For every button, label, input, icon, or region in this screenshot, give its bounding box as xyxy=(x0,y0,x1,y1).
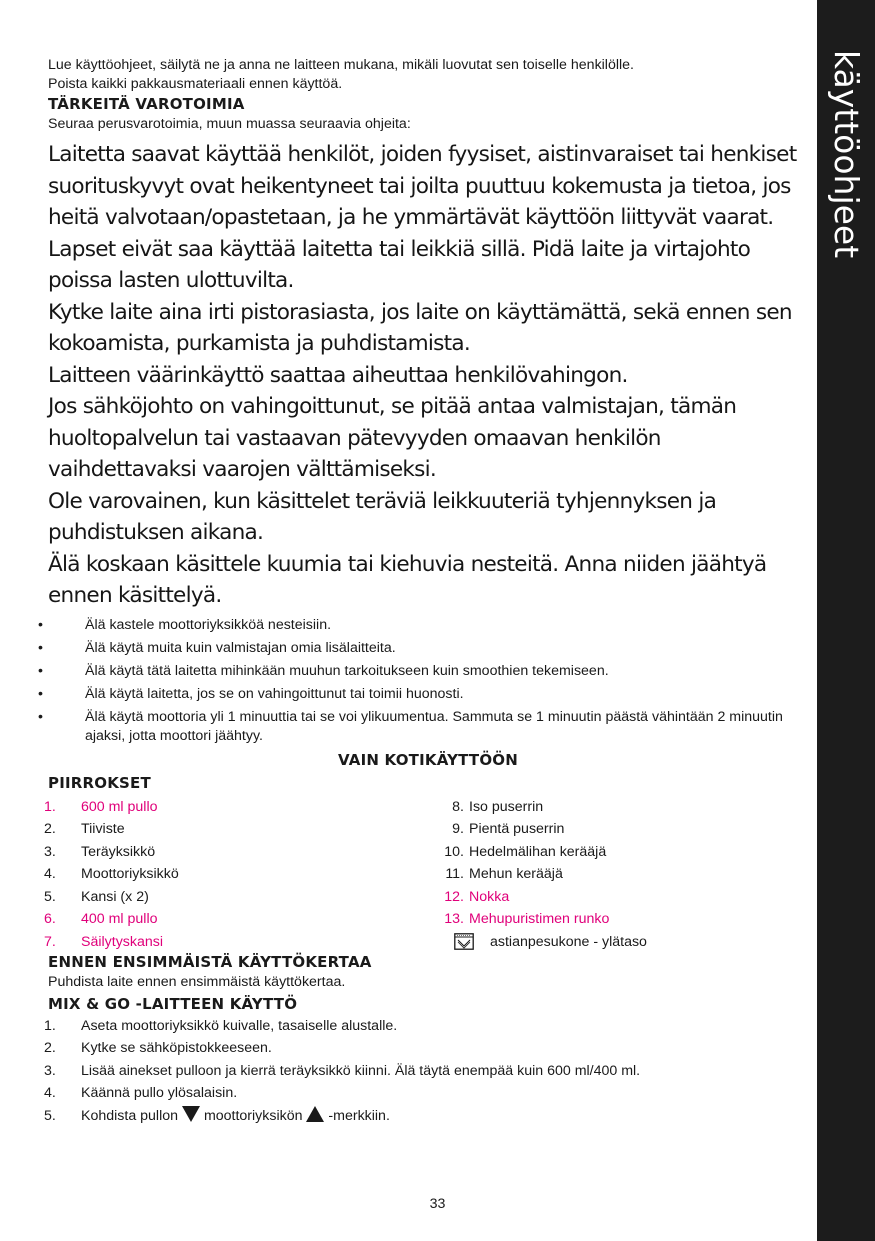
first-use-text: Puhdista laite ennen ensimmäistä käyttökertaa. xyxy=(48,973,346,990)
part-label: Säilytyskansi xyxy=(81,933,164,950)
bullet-icon: • xyxy=(38,616,43,633)
list-item xyxy=(44,1105,808,1128)
safety-paragraphs xyxy=(48,139,808,612)
parts-column-left xyxy=(44,796,424,954)
list-item xyxy=(38,616,808,635)
part-number: 9. xyxy=(452,821,464,837)
part-label: Mehun kerääjä xyxy=(469,866,563,882)
part-item xyxy=(44,931,424,954)
safety-paragraph: Ole varovainen, kun käsittelet teräviä leikkuuteriä tyhjennyksen ja puhdistuksen aikana. xyxy=(48,488,717,545)
part-number: 3. xyxy=(44,843,56,860)
part-label: Tiiviste xyxy=(81,821,125,837)
part-item xyxy=(426,908,806,931)
parts-heading: PIIRROKSET xyxy=(48,773,151,792)
part-number: 11. xyxy=(445,866,464,882)
part-label: 600 ml pullo xyxy=(81,798,158,815)
step-text-part: Kohdista pullon xyxy=(81,1107,179,1124)
part-number: 7. xyxy=(44,933,56,950)
safety-paragraph: Laitetta saavat käyttää henkilöt, joiden fyysiset, aistinvaraiset tai henkiset suorituskyvyt ovat heikentyneet tai joilta puuttuu kokemusta ja tietoa, jos heitä valvotaan/opastetaan, ja he ymmärtävät käyttöön liittyvät vaarat. xyxy=(48,142,797,230)
page-number: 33 xyxy=(429,1196,446,1212)
side-tab-label: käyttöohjeet xyxy=(827,50,866,259)
bullet-icon: • xyxy=(38,708,43,725)
intro-line-1: Lue käyttöohjeet, säilytä ne ja anna ne laitteen mukana, mikäli luovutat sen toiselle henkilölle. xyxy=(48,57,634,73)
list-item xyxy=(44,1060,808,1083)
part-label: Teräyksikkö xyxy=(81,843,156,860)
bullet-text: Älä käytä laitetta, jos se on vahingoittunut tai toimii huonosti. xyxy=(85,685,464,702)
part-label: Nokka xyxy=(469,888,510,905)
bullet-text: Älä käytä moottoria yli 1 minuuttia tai se voi ylikuumentua. Sammuta se 1 minuutin päästä vähintään 2 minuutin ajaksi, jotta moottori jäähtyy. xyxy=(85,708,783,744)
triangle-up-icon xyxy=(306,1106,324,1122)
list-item xyxy=(38,685,808,704)
list-item xyxy=(38,708,808,746)
step-text-part: moottoriyksikön xyxy=(203,1107,303,1124)
parts-list xyxy=(44,796,808,950)
part-item xyxy=(44,886,424,909)
part-number: 10. xyxy=(444,843,464,860)
part-number: 8. xyxy=(452,798,464,815)
step-number: 2. xyxy=(44,1040,56,1056)
home-use-note: VAIN KOTIKÄYTTÖÖN xyxy=(338,750,518,769)
part-number: 12. xyxy=(444,888,464,905)
list-item xyxy=(38,662,808,681)
part-label: Mehupuristimen runko xyxy=(469,911,610,927)
dishwasher-note xyxy=(426,931,806,954)
dishwasher-label: astianpesukone - ylätaso xyxy=(490,933,647,950)
list-item xyxy=(44,1082,808,1105)
part-item xyxy=(44,863,424,886)
bullet-text: Älä käytä tätä laitetta mihinkään muuhun tarkoitukseen kuin smoothien tekemiseen. xyxy=(85,662,609,679)
safety-paragraph: Jos sähköjohto on vahingoittunut, se pitää antaa valmistajan, tämän huoltopalvelun tai vastaavan pätevyyden omaavan henkilön vaihdettavaksi vaarojen välttämiseksi. xyxy=(48,394,737,482)
part-item xyxy=(44,796,424,819)
bullet-icon: • xyxy=(38,662,43,679)
safety-heading: TÄRKEITÄ VAROTOIMIA xyxy=(48,95,245,113)
part-number: 13. xyxy=(444,911,464,927)
step-text: Lisää ainekset pulloon ja kierrä teräyksikkö kiinni. Älä täytä enempää kuin 600 ml/400 ml. xyxy=(81,1062,641,1079)
bullet-icon: • xyxy=(38,639,43,656)
bullet-text: Älä käytä muita kuin valmistajan omia lisälaitteita. xyxy=(85,639,396,656)
bullet-icon: • xyxy=(38,685,43,702)
safety-paragraph: Laitteen väärinkäyttö saattaa aiheuttaa henkilövahingon. xyxy=(48,362,628,388)
first-use-heading: ENNEN ENSIMMÄISTÄ KÄYTTÖKERTAA xyxy=(48,952,372,971)
part-number: 4. xyxy=(44,866,56,882)
part-item xyxy=(426,886,806,909)
part-label: Iso puserrin xyxy=(469,798,544,815)
part-number: 6. xyxy=(44,911,56,927)
part-label: Pientä puserrin xyxy=(469,821,565,837)
safety-paragraph: Älä koskaan käsittele kuumia tai kiehuvia nesteitä. Anna niiden jäähtyä ennen käsittelyä. xyxy=(48,551,767,608)
parts-column-right xyxy=(426,796,806,954)
part-item xyxy=(426,841,806,864)
part-label: Hedelmälihan kerääjä xyxy=(469,843,607,860)
part-item xyxy=(44,908,424,931)
part-item xyxy=(44,818,424,841)
intro-line-2: Poista kaikki pakkausmateriaali ennen käyttöä. xyxy=(48,76,343,92)
safety-subtitle: Seuraa perusvarotoimia, muun muassa seuraavia ohjeita: xyxy=(48,116,411,132)
safety-bullet-list xyxy=(38,616,808,746)
list-item xyxy=(38,639,808,658)
page-content xyxy=(38,56,808,1127)
usage-steps xyxy=(44,1015,808,1128)
part-number: 1. xyxy=(44,798,56,815)
part-item xyxy=(44,841,424,864)
triangle-down-icon xyxy=(182,1106,200,1122)
bullet-text: Älä kastele moottoriyksikköä nesteisiin. xyxy=(85,616,332,633)
part-number: 2. xyxy=(44,821,56,837)
step-number: 1. xyxy=(44,1017,56,1034)
step-text: Käännä pullo ylösalaisin. xyxy=(81,1085,238,1101)
safety-paragraph: Lapset eivät saa käyttää laitetta tai leikkiä sillä. Pidä laite ja virtajohto poissa lasten ulottuvilta. xyxy=(48,236,751,293)
part-label: Moottoriyksikkö xyxy=(81,866,179,882)
list-item xyxy=(44,1037,808,1060)
step-text: Kytke se sähköpistokkeeseen. xyxy=(81,1040,272,1056)
part-label: Kansi (x 2) xyxy=(81,888,149,905)
step-text-part: -merkkiin. xyxy=(328,1107,390,1124)
usage-heading: MIX & GO -LAITTEEN KÄYTTÖ xyxy=(48,994,298,1013)
dishwasher-icon xyxy=(454,933,474,950)
part-label: 400 ml pullo xyxy=(81,911,158,927)
list-item xyxy=(44,1015,808,1038)
part-number: 5. xyxy=(44,888,56,905)
part-item xyxy=(426,863,806,886)
part-item xyxy=(426,796,806,819)
step-number: 3. xyxy=(44,1062,56,1079)
step-text: Aseta moottoriyksikkö kuivalle, tasaiselle alustalle. xyxy=(81,1017,398,1034)
step-number: 4. xyxy=(44,1085,56,1101)
safety-paragraph: Kytke laite aina irti pistorasiasta, jos laite on käyttämättä, sekä ennen sen kokoamista, purkamista ja puhdistamista. xyxy=(48,299,792,356)
step-number: 5. xyxy=(44,1107,56,1124)
part-item xyxy=(426,818,806,841)
side-tab xyxy=(817,0,875,1241)
